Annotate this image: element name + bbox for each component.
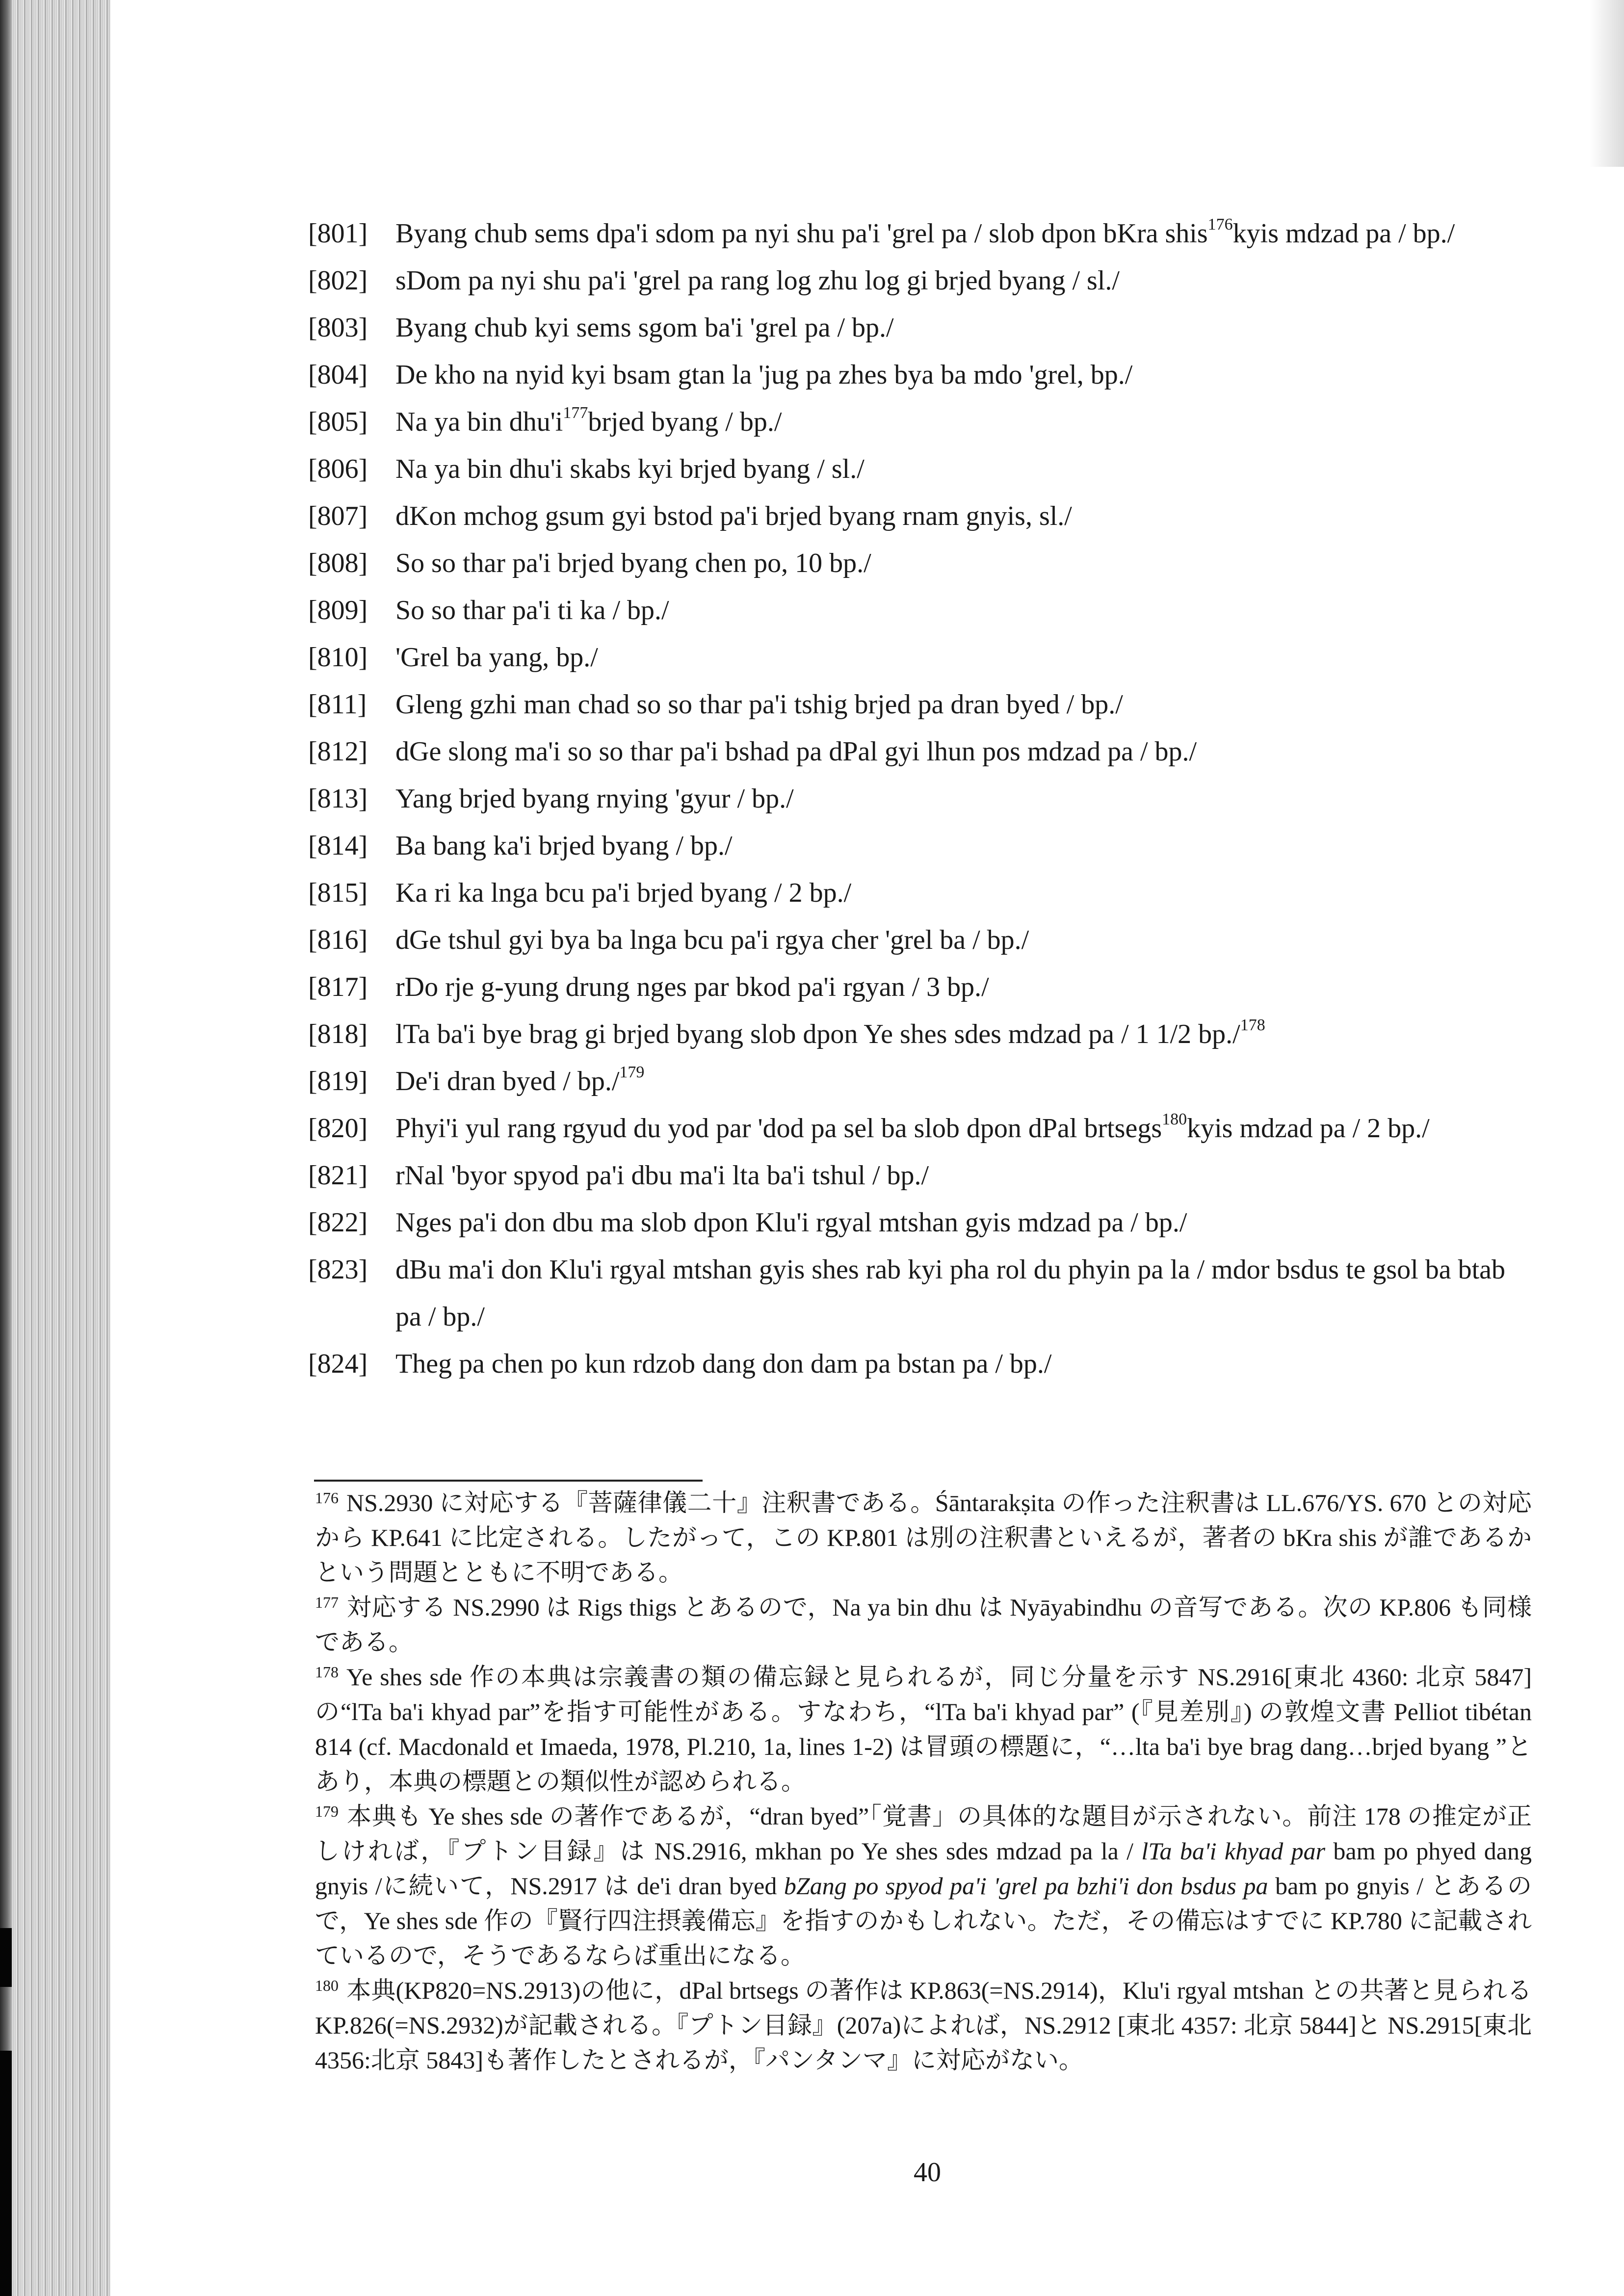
footnote-ref[interactable]: 180	[1162, 1110, 1187, 1128]
entry-title: Gleng gzhi man chad so so thar pa'i tshig brjed pa dran byed / bp./	[395, 689, 1123, 720]
footnotes	[315, 1486, 1532, 2078]
entry-title: rDo rje g-yung drung nges par bkod pa'i rgyan / 3 bp./	[395, 972, 989, 1002]
footnote-text: 対応する NS.2990 は Rigs thigs とあるので，Na ya bin dhu は Nyāyabindhu の音写である。次の KP.806 も同様である。	[315, 1593, 1532, 1656]
entry-number: [823]	[308, 1254, 368, 1285]
entry-title: dKon mchog gsum gyi bstod pa'i brjed byang rnam gnyis, sl./	[395, 501, 1072, 531]
entry-title: dGe slong ma'i so so thar pa'i bshad pa dPal gyi lhun pos mdzad pa / bp./	[395, 736, 1197, 767]
entry-title: De'i dran byed / bp./	[395, 1066, 620, 1096]
scanned-book-edge	[0, 0, 110, 2296]
entry-number: [808]	[308, 548, 368, 578]
page-corner-shadow	[1590, 0, 1624, 167]
entry-812	[308, 728, 1535, 775]
footnote-text: 本典(KP820=NS.2913)の他に，dPal brtsegs の著作は KP.863(=NS.2914)，Klu'i rgyal mtshan との共著と見られる KP.826(=NS.2932)が記載される。『プトン目録』(207a)によれば，NS.2912 [東北 4357: 北京 5844]と NS.2915[東北 4356:北京 5843]も著作したとされるが，『パンタンマ』に対応がない。	[315, 1977, 1532, 2074]
footnote-italic-title: lTa ba'i khyad par	[1141, 1837, 1326, 1865]
page-number: 40	[914, 2157, 941, 2188]
entry-title: Ba bang ka'i brjed byang / bp./	[395, 831, 733, 861]
footnote-text: NS.2930 に対応する『菩薩律儀二十』注釈書である。Śāntarakṣita の作った注釈書は LL.676/YS. 670 との対応から KP.641 に比定される。したがって，この KP.801 は別の注釈書といえるが，著者の bKra shis が誰であるかという問題とともに不明である。	[315, 1489, 1532, 1586]
entry-number: [803]	[308, 313, 368, 343]
entry-809	[308, 587, 1535, 634]
entry-title-cont: kyis mdzad pa / 2 bp./	[1187, 1113, 1430, 1144]
entry-806	[308, 445, 1535, 493]
edge-mark-2	[0, 2051, 12, 2296]
footnote-text: 本典も Ye shes sde の著作であるが，“dran byed”「覚書」の具体的な題目が示されない。前注 178 の推定が正しければ，『プトン目録』は NS.2916, mkhan po Ye shes sdes mdzad pa la /	[315, 1802, 1532, 1865]
footnote-number: 176	[315, 1489, 339, 1507]
footnote-ref[interactable]: 179	[619, 1063, 645, 1081]
entry-824	[308, 1340, 1535, 1387]
entry-number: [806]	[308, 454, 368, 484]
entry-807	[308, 493, 1535, 540]
entry-815	[308, 869, 1535, 916]
entry-801	[308, 210, 1535, 257]
entry-822	[308, 1199, 1535, 1246]
entry-814	[308, 822, 1535, 869]
entry-title: Theg pa chen po kun rdzob dang don dam pa bstan pa / bp./	[395, 1349, 1052, 1379]
entry-808	[308, 540, 1535, 587]
entry-title: dGe tshul gyi bya ba lnga bcu pa'i rgya cher 'grel ba / bp./	[395, 925, 1029, 955]
entry-number: [824]	[308, 1349, 368, 1379]
entry-number: [809]	[308, 595, 368, 626]
entry-title: lTa ba'i bye brag gi brjed byang slob dpon Ye shes sdes mdzad pa / 1 1/2 bp./	[395, 1019, 1240, 1049]
entry-number: [810]	[308, 642, 368, 673]
entry-title: Byang chub sems dpa'i sdom pa nyi shu pa'i 'grel pa / slob dpon bKra shis	[395, 218, 1208, 249]
footnote-177	[315, 1590, 1532, 1660]
entry-820	[308, 1105, 1535, 1152]
entry-number: [815]	[308, 878, 368, 908]
footnote-text-cont: bam po phyed dang gnyis /に続いて，NS.2917 は de'i dran byed	[315, 1837, 1532, 1900]
entry-number: [802]	[308, 265, 368, 296]
entry-817	[308, 964, 1535, 1011]
entry-number: [807]	[308, 501, 368, 531]
entry-number: [817]	[308, 972, 368, 1002]
footnote-italic-title: bZang po spyod pa'i 'grel pa bzhi'i don bsdus pa	[784, 1872, 1268, 1900]
entry-number: [820]	[308, 1113, 368, 1144]
entry-title: 'Grel ba yang, bp./	[395, 642, 598, 673]
entry-821	[308, 1152, 1535, 1199]
entry-818	[308, 1011, 1535, 1058]
footnote-ref[interactable]: 176	[1207, 215, 1233, 234]
entry-813	[308, 775, 1535, 822]
entry-number: [812]	[308, 736, 368, 767]
entry-number: [819]	[308, 1066, 368, 1096]
entry-803	[308, 304, 1535, 351]
footnote-ref[interactable]: 178	[1240, 1016, 1265, 1034]
footnote-text: Ye shes sde 作の本典は宗義書の類の備忘録と見られるが，同じ分量を示す NS.2916[東北 4360: 北京 5847] の“lTa ba'i khyad par”を指す可能性がある。すなわち，“lTa ba'i khyad par” (『見差別』) の敦煌文書 Pelliot tibétan 814 (cf. Macdonald et Imaeda, 1978, Pl.210, 1a, lines 1-2) は冒頭の標題に，“…lta ba'i bye brag dang…brjed byang ”とあり，本典の標題との類似性が認められる。	[315, 1663, 1532, 1795]
entry-title: Na ya bin dhu'i	[395, 407, 563, 437]
entry-title: Yang brjed byang rnying 'gyur / bp./	[395, 783, 794, 814]
entry-811	[308, 681, 1535, 728]
entry-number: [816]	[308, 925, 368, 955]
footnote-176	[315, 1486, 1532, 1590]
entry-title: Ka ri ka lnga bcu pa'i brjed byang / 2 bp./	[395, 878, 852, 908]
footnote-rule	[314, 1480, 703, 1482]
edge-mark-1	[0, 1928, 12, 1987]
footnote-180	[315, 1973, 1532, 2078]
footnote-text-end: bam po gnyis / とあるので，Ye shes sde 作の『賢行四注摂義備忘』を指すのかもしれない。ただ，その備忘はすでに KP.780 に記載されているので，そうであるならば重出になる。	[315, 1872, 1532, 1969]
entry-title-cont: kyis mdzad pa / bp./	[1232, 218, 1455, 249]
entry-title: Byang chub kyi sems sgom ba'i 'grel pa / bp./	[395, 313, 894, 343]
entry-number: [818]	[308, 1019, 368, 1049]
entry-title: Nges pa'i don dbu ma slob dpon Klu'i rgyal mtshan gyis mdzad pa / bp./	[395, 1207, 1187, 1238]
entry-816	[308, 916, 1535, 964]
entry-number: [821]	[308, 1160, 368, 1191]
entry-title: So so thar pa'i ti ka / bp./	[395, 595, 669, 626]
catalog-entries	[308, 210, 1535, 1387]
entry-number: [804]	[308, 360, 368, 390]
entry-title: sDom pa nyi shu pa'i 'grel pa rang log zhu log gi brjed byang / sl./	[395, 265, 1120, 296]
entry-title: rNal 'byor spyod pa'i dbu ma'i lta ba'i tshul / bp./	[395, 1160, 929, 1191]
entry-802	[308, 257, 1535, 304]
footnote-number: 180	[315, 1977, 339, 1994]
entry-number: [813]	[308, 783, 368, 814]
footnote-number: 178	[315, 1663, 339, 1681]
entry-804	[308, 351, 1535, 398]
entry-823	[308, 1246, 1535, 1340]
entry-title: So so thar pa'i brjed byang chen po, 10 bp./	[395, 548, 871, 578]
entry-805	[308, 398, 1535, 445]
entry-title: Na ya bin dhu'i skabs kyi brjed byang / sl./	[395, 454, 864, 484]
entry-number: [822]	[308, 1207, 368, 1238]
footnote-178	[315, 1660, 1532, 1799]
entry-number: [805]	[308, 407, 368, 437]
entry-title: dBu ma'i don Klu'i rgyal mtshan gyis shes rab kyi pha rol du phyin pa la / mdor bsdus te gsol ba btab pa / bp./	[395, 1254, 1506, 1332]
footnote-ref[interactable]: 177	[563, 404, 588, 422]
entry-number: [801]	[308, 218, 368, 249]
entry-810	[308, 634, 1535, 681]
entry-title-cont: brjed byang / bp./	[588, 407, 782, 437]
footnote-179	[315, 1799, 1532, 1973]
entry-819	[308, 1058, 1535, 1105]
footnote-number: 179	[315, 1802, 339, 1820]
entry-title: Phyi'i yul rang rgyud du yod par 'dod pa sel ba slob dpon dPal brtsegs	[395, 1113, 1162, 1144]
footnote-number: 177	[315, 1593, 339, 1611]
entry-number: [814]	[308, 831, 368, 861]
entry-title: De kho na nyid kyi bsam gtan la 'jug pa zhes bya ba mdo 'grel, bp./	[395, 360, 1133, 390]
entry-number: [811]	[308, 689, 367, 720]
